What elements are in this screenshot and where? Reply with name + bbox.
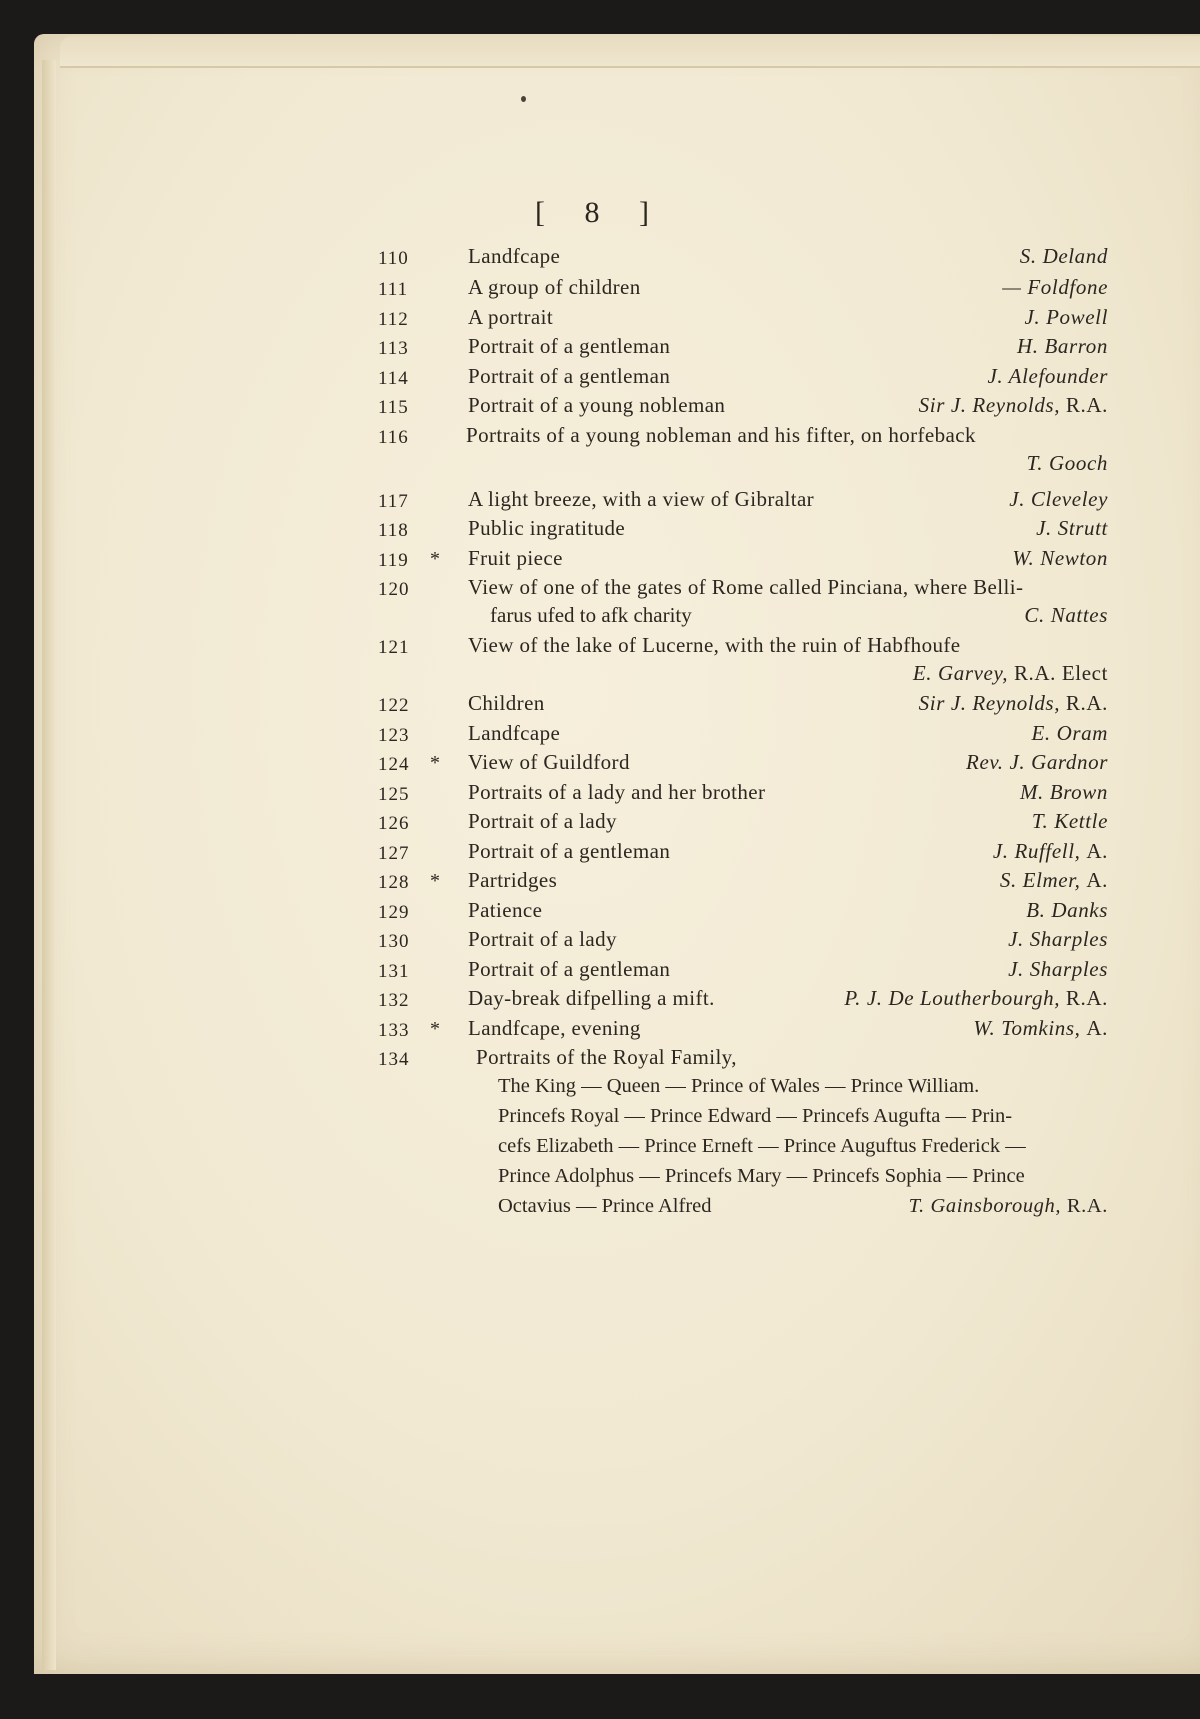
entry-title: Public ingratitude bbox=[468, 516, 626, 540]
catalogue-entry bbox=[380, 1016, 1108, 1046]
entry-number: 118 bbox=[378, 520, 409, 541]
entry-number: 112 bbox=[378, 308, 409, 330]
entry-artist: J. Ruffell, A. bbox=[992, 838, 1108, 863]
royal-family-line-last bbox=[380, 1195, 1108, 1225]
entry-title: Day-break difpelling a mift. bbox=[468, 986, 715, 1010]
entry-number: 115 bbox=[378, 397, 409, 418]
entry-star: * bbox=[430, 752, 440, 774]
entry-title: Portrait of a gentleman bbox=[468, 956, 671, 981]
entry-artist: Sir J. Reynolds, R.A. bbox=[918, 691, 1108, 715]
entry-artist: J. Sharples bbox=[1008, 927, 1108, 951]
entry-artist: H. Barron bbox=[1017, 334, 1108, 358]
entry-artist: E. Oram bbox=[1031, 720, 1108, 745]
entry-title: View of the lake of Lucerne, with the ruin of Habfhoufe bbox=[468, 633, 961, 657]
entry-number: 114 bbox=[378, 367, 409, 389]
royal-family-line: Princefs Royal — Prince Edward — Princefs Augufta — Prin- bbox=[498, 1104, 1013, 1127]
catalogue-entry bbox=[380, 809, 1108, 839]
catalogue-entry bbox=[380, 927, 1108, 957]
entry-artist: P. J. De Loutherbourgh, R.A. bbox=[844, 986, 1108, 1010]
entry-title: Portrait of a lady bbox=[468, 809, 617, 833]
entry-title: Portraits of a young nobleman and his fifter, on horfeback bbox=[466, 422, 976, 447]
catalogue-entry bbox=[380, 986, 1108, 1016]
ink-speck bbox=[521, 96, 526, 102]
entry-title: Portraits of the Royal Family, bbox=[476, 1045, 737, 1069]
entry-number: 129 bbox=[378, 901, 410, 923]
entry-title: Partridges bbox=[468, 868, 558, 892]
entry-title: Portrait of a gentleman bbox=[468, 838, 671, 863]
catalogue-entry bbox=[380, 305, 1108, 335]
entry-number: 117 bbox=[378, 490, 409, 512]
entry-artist: T. Gainsborough, R.A. bbox=[908, 1194, 1108, 1217]
entry-artist: M. Brown bbox=[1019, 779, 1108, 804]
catalogue-entry bbox=[380, 721, 1108, 751]
entry-title: Portrait of a gentleman bbox=[468, 363, 671, 388]
entry-title: Landfcape bbox=[468, 720, 561, 745]
entry-artist: T. Gooch bbox=[1026, 450, 1108, 475]
entry-artist: — Foldfone bbox=[1002, 275, 1108, 299]
entry-artist: W. Newton bbox=[1012, 545, 1108, 570]
royal-family-line-text: Octavius — Prince Alfred bbox=[498, 1194, 712, 1217]
entry-artist: J. Cleveley bbox=[1009, 486, 1108, 511]
entry-artist: Rev. J. Gardnor bbox=[966, 750, 1108, 774]
entry-title: View of Guildford bbox=[468, 750, 630, 774]
entry-artist: W. Tomkins, A. bbox=[973, 1015, 1108, 1040]
royal-family-line: Prince Adolphus — Princefs Mary — Princefs Sophia — Prince bbox=[498, 1164, 1025, 1187]
entry-number: 126 bbox=[378, 813, 410, 834]
entry-title: Portraits of a lady and her brother bbox=[468, 779, 766, 804]
entry-number: 111 bbox=[378, 279, 409, 300]
entry-number: 125 bbox=[378, 783, 410, 805]
catalogue-entry bbox=[380, 780, 1108, 810]
royal-family-line: cefs Elizabeth — Prince Erneft — Prince Auguftus Frederick — bbox=[498, 1134, 1026, 1157]
entry-title: Portrait of a gentleman bbox=[468, 334, 671, 358]
entry-title-continued: farus ufed to afk charity bbox=[490, 603, 692, 627]
catalogue-entry bbox=[380, 487, 1108, 517]
catalogue-entry bbox=[380, 364, 1108, 394]
entry-number: 119 bbox=[378, 549, 409, 571]
entry-number: 122 bbox=[378, 695, 410, 716]
entry-star: * bbox=[430, 547, 440, 570]
entry-star: * bbox=[430, 870, 440, 892]
page-number: [ 8 ] bbox=[535, 196, 665, 229]
entry-number: 116 bbox=[378, 426, 409, 448]
catalogue-entry bbox=[380, 750, 1108, 780]
entry-number: 134 bbox=[378, 1049, 410, 1070]
catalogue-entry bbox=[380, 633, 1108, 691]
catalogue-entry bbox=[380, 423, 1108, 481]
catalogue-entry bbox=[380, 839, 1108, 869]
catalogue-entry bbox=[380, 575, 1108, 633]
entry-number: 123 bbox=[378, 724, 410, 746]
entry-number: 132 bbox=[378, 990, 410, 1011]
entry-title: Patience bbox=[468, 897, 543, 922]
entry-number: 124 bbox=[378, 754, 410, 775]
catalogue-entry bbox=[380, 898, 1108, 928]
catalogue-entry bbox=[380, 393, 1108, 423]
entry-number: 113 bbox=[378, 338, 409, 359]
entry-artist: J. Sharples bbox=[1008, 956, 1108, 981]
catalogue-list bbox=[380, 244, 1108, 1225]
entry-number: 110 bbox=[378, 248, 409, 269]
entry-number: 121 bbox=[378, 637, 410, 658]
entry-title: A group of children bbox=[468, 275, 641, 299]
entry-title: Portrait of a lady bbox=[468, 927, 617, 951]
entry-title: Landfcape bbox=[468, 244, 561, 268]
page-edge bbox=[42, 60, 56, 1670]
catalogue-entry bbox=[380, 244, 1108, 275]
entry-artist: J. Alefounder bbox=[987, 363, 1108, 388]
catalogue-entry-royal bbox=[380, 1045, 1108, 1075]
entry-artist: B. Danks bbox=[1026, 897, 1108, 922]
catalogue-entry bbox=[380, 334, 1108, 364]
entry-number: 133 bbox=[378, 1019, 410, 1041]
entry-artist: J. Strutt bbox=[1036, 516, 1108, 540]
entry-artist: T. Kettle bbox=[1031, 809, 1108, 833]
entry-title: Portrait of a young nobleman bbox=[468, 393, 726, 417]
catalogue-entry bbox=[380, 516, 1108, 546]
entry-number: 131 bbox=[378, 960, 410, 982]
entry-title: Fruit piece bbox=[468, 545, 563, 570]
entry-title: Landfcape, evening bbox=[468, 1015, 641, 1040]
catalogue-entry bbox=[380, 957, 1108, 987]
entry-artist: E. Garvey, R.A. Elect bbox=[912, 661, 1108, 685]
entry-number: 127 bbox=[378, 842, 410, 864]
entry-number: 128 bbox=[378, 872, 410, 893]
catalogue-entry bbox=[380, 275, 1108, 305]
entry-title: A light breeze, with a view of Gibraltar bbox=[468, 486, 815, 511]
catalogue-entry bbox=[380, 868, 1108, 898]
entry-title: View of one of the gates of Rome called Pinciana, where Belli- bbox=[468, 575, 1024, 599]
entry-star: * bbox=[430, 1017, 440, 1040]
entry-artist: Sir J. Reynolds, R.A. bbox=[918, 393, 1108, 417]
entry-number: 130 bbox=[378, 931, 410, 952]
page-fold bbox=[60, 36, 1200, 68]
entry-artist: S. Elmer, A. bbox=[999, 868, 1108, 892]
entry-artist: C. Nattes bbox=[1024, 603, 1108, 627]
entry-artist: S. Deland bbox=[1019, 244, 1108, 268]
entry-title: A portrait bbox=[468, 304, 554, 329]
entry-number: 120 bbox=[378, 579, 410, 600]
entry-title: Children bbox=[468, 691, 545, 715]
catalogue-entry bbox=[380, 546, 1108, 576]
entry-artist: J. Powell bbox=[1024, 304, 1108, 329]
royal-family-line: The King — Queen — Prince of Wales — Prince William. bbox=[498, 1074, 980, 1097]
catalogue-entry bbox=[380, 691, 1108, 721]
